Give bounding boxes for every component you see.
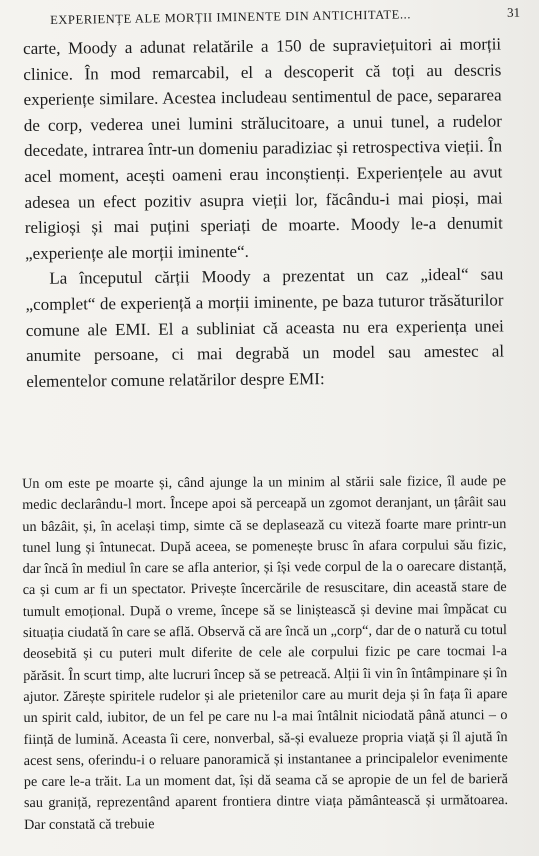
paragraph: La începutul cărții Moody a prezentat un caz „ideal“ sau „complet“ de experiență a morții iminente, pe baza tuturor trăsăturilor comune ale EMI. El a subliniat că aceasta nu era experiența unei anumite persoane, ci mai degrabă un model sau amestec al elementelor comune relatărilor despre EMI: <box>25 264 505 391</box>
page-header <box>50 5 520 28</box>
running-head: EXPERIENȚE ALE MORȚII IMINENTE DIN ANTICHITATE... <box>50 7 412 27</box>
block-quote <box>22 471 508 836</box>
quote-text: Un om este pe moarte și, când ajunge la un minim al stării sale fizice, îl aude pe medic declarându-l mort. Începe apoi să perceapă un zgomot deranjant, un țârâit sau un bâzâit, și, în același timp, simte că se deplasează cu viteză foarte mare printr-un tunel lung și întunecat. După aceea, se pomenește brusc în afara corpului său fizic, dar încă în mediul în care se afla anterior, și își vede corpul de la o oarecare distanță, ca și cum ar fi un spectator. Privește încercările de resuscitare, din această stare de tumult emoțional. După o vreme, începe să se liniștească și devine mai împăcat cu situația ciudată în care se află. Observă că are încă un „corp“, dar de o natură cu totul deosebită și cu puteri mult diferite de cele ale corpului fizic pe care tocmai l-a părăsit. În scurt timp, alte lucruri încep să se petreacă. Alții îi vin în întâmpinare și în ajutor. Zărește spiritele rudelor și ale prietenilor care au murit deja și în fața îi apare un spirit cald, iubitor, de un fel pe care nu l-a mai întâlnit niciodată până atunci – o ființă de lumină. Aceasta îi cere, nonverbal, să-și evalueze propria viață și îl ajută în acest sens, oferindu-i o reluare panoramică și instantanee a principalelor evenimente pe care le-a trăit. La un moment dat, își dă seama că se apropie de un fel de barieră sau graniță, reprezentând aparent frontiera dintre viața pământească și următoarea. Dar constată că trebuie <box>22 473 509 833</box>
paragraph-continued: carte, Moody a adunat relatările a 150 de supraviețuitori ai morții clinice. În mod remarcabil, el a descoperit că toți au descris experiențe similare. Acestea includeau sentimentul de pace, separarea de corp, vederea unei lumini strălucitoare, a unui tunel, a rudelor decedate, intrarea într-un domeniu paradiziac și retrospectiva vieții. În acel moment, acești oameni erau inconștienți. Experiențele au avut adesea un efect pozitiv asupra vieții lor, făcându-i mai pioși, mai religioși și mai puțini speriați de moarte. Moody le-a denumit „experiențe ale morții iminente“. <box>23 34 503 263</box>
page-number: 31 <box>506 4 521 20</box>
body-text <box>23 31 504 394</box>
